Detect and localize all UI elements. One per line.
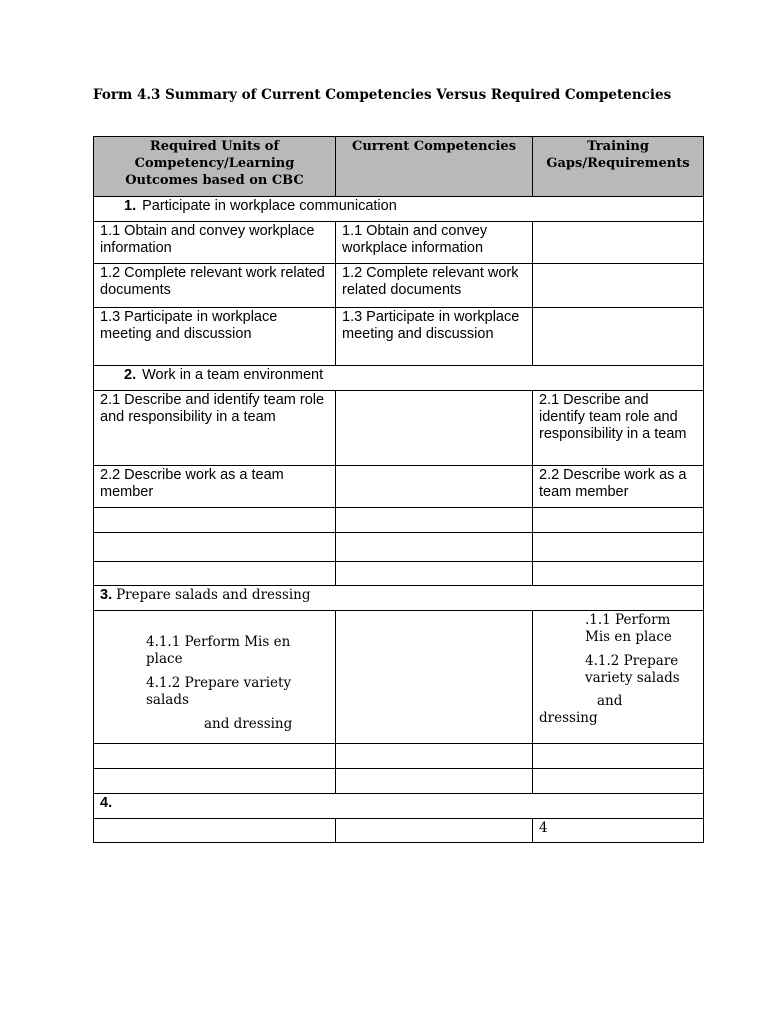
empty-cell: [94, 533, 336, 562]
required-cell: [94, 819, 336, 843]
required-item: 4.1.1 Perform Mis en place: [146, 634, 291, 667]
empty-cell: [336, 562, 533, 586]
empty-cell: [336, 769, 533, 794]
gap-item: dressing: [539, 710, 598, 726]
empty-cell: [336, 744, 533, 769]
table-row: [94, 819, 704, 843]
required-cell: 1.3 Participate in workplace meeting and discussion: [94, 308, 336, 366]
gap-item: and: [597, 693, 623, 709]
current-cell: 1.1 Obtain and convey workplace information: [336, 222, 533, 264]
section-2-title: [94, 366, 704, 391]
empty-cell: [533, 562, 704, 586]
empty-cell: [533, 744, 704, 769]
empty-row: [94, 769, 704, 794]
table-row: [94, 466, 704, 508]
empty-cell: [336, 533, 533, 562]
required-item: and dressing: [204, 716, 293, 732]
section-3-label: Prepare salads and dressing: [116, 587, 311, 603]
section-3-title: [94, 586, 704, 611]
section-1-row: [94, 197, 704, 222]
section-1-number: 1.: [124, 198, 137, 214]
current-cell: [336, 391, 533, 466]
header-required-units: Required Units of Competency/Learning Outcomes based on CBC: [94, 137, 336, 197]
section-1-title: [94, 197, 704, 222]
table-row: [94, 391, 704, 466]
required-cell: 1.1 Obtain and convey workplace information: [94, 222, 336, 264]
form-title: Form 4.3 Summary of Current Competencies Versus Required Competencies: [93, 87, 672, 103]
gap-cell: [533, 611, 704, 744]
section-3-number: 3.: [100, 587, 113, 603]
empty-row: [94, 508, 704, 533]
table-row: [94, 264, 704, 308]
empty-cell: [94, 508, 336, 533]
empty-cell: [533, 769, 704, 794]
gap-item: 4.1.2 Prepare variety salads: [585, 653, 680, 686]
section-4-number: 4.: [100, 795, 113, 811]
current-cell: 1.3 Participate in workplace meeting and discussion: [336, 308, 533, 366]
empty-row: [94, 744, 704, 769]
gap-cell: 4: [533, 819, 704, 843]
required-cell: 2.1 Describe and identify team role and responsibility in a team: [94, 391, 336, 466]
empty-cell: [533, 533, 704, 562]
header-row: [94, 137, 704, 197]
empty-cell: [94, 744, 336, 769]
current-cell: [336, 466, 533, 508]
required-item: 4.1.2 Prepare variety salads: [146, 675, 292, 708]
empty-cell: [94, 769, 336, 794]
competencies-table: [93, 136, 704, 843]
required-cell: [94, 611, 336, 744]
empty-cell: [533, 508, 704, 533]
section-1-label: Participate in workplace communication: [142, 198, 397, 214]
empty-row: [94, 562, 704, 586]
required-cell: 2.2 Describe work as a team member: [94, 466, 336, 508]
required-cell: 1.2 Complete relevant work related documents: [94, 264, 336, 308]
current-cell: [336, 611, 533, 744]
empty-row: [94, 533, 704, 562]
gap-cell: 2.1 Describe and identify team role and responsibility in a team: [533, 391, 704, 466]
current-cell: 1.2 Complete relevant work related documents: [336, 264, 533, 308]
section-2-label: Work in a team environment: [142, 367, 324, 383]
gap-item: .1.1 Perform Mis en place: [585, 612, 672, 645]
table-row: [94, 222, 704, 264]
header-training-gaps: Training Gaps/Requirements: [533, 137, 704, 197]
empty-cell: [94, 562, 336, 586]
table-row: [94, 611, 704, 744]
empty-cell: [336, 508, 533, 533]
gap-cell: [533, 222, 704, 264]
section-4-row: [94, 794, 704, 819]
gap-cell: [533, 264, 704, 308]
gap-cell: [533, 308, 704, 366]
table-row: [94, 308, 704, 366]
header-current-competencies: Current Competencies: [336, 137, 533, 197]
current-cell: [336, 819, 533, 843]
section-2-number: 2.: [124, 367, 137, 383]
section-4-title: [94, 794, 704, 819]
section-2-row: [94, 366, 704, 391]
section-3-row: [94, 586, 704, 611]
gap-cell: 2.2 Describe work as a team member: [533, 466, 704, 508]
